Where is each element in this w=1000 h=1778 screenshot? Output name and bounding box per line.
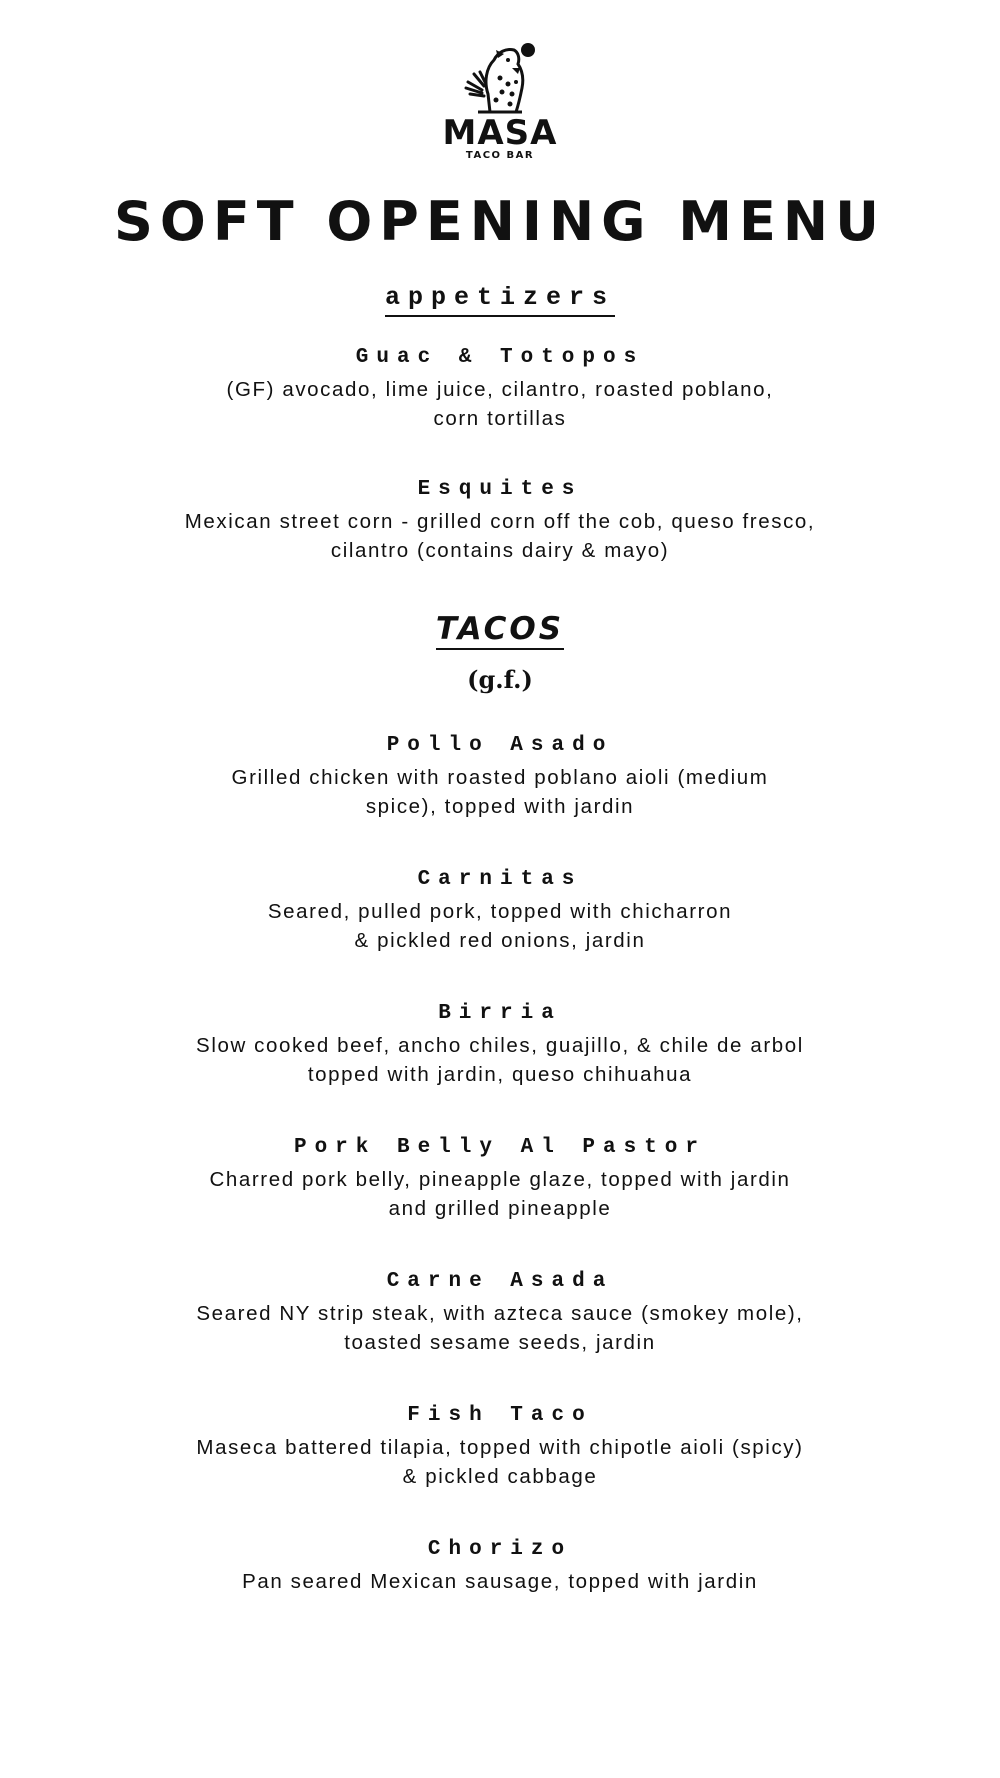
- tacos-heading-text: TACOS: [436, 612, 564, 650]
- menu-item-fish-taco: [0, 1403, 1000, 1491]
- description-line: Seared, pulled pork, topped with chicharron: [267, 900, 733, 923]
- tacos-heading: [0, 612, 1000, 650]
- description-line: Grilled chicken with roasted poblano aioli (medium: [231, 766, 769, 789]
- item-description: [110, 1433, 890, 1491]
- description-line: Maseca battered tilapia, topped with chipotle aioli (spicy): [196, 1436, 804, 1459]
- item-description: [110, 897, 890, 955]
- description-line: spice), topped with jardin: [365, 795, 635, 818]
- item-name: Fish Taco: [407, 1404, 593, 1427]
- description-line: (GF) avocado, lime juice, cilantro, roasted poblano,: [226, 378, 774, 401]
- item-description: [110, 763, 890, 821]
- jaguar-icon: [460, 38, 540, 118]
- description-line: topped with jardin, queso chihuahua: [307, 1063, 693, 1086]
- menu-item-carne-asada: [0, 1269, 1000, 1357]
- description-line: & pickled cabbage: [402, 1465, 598, 1488]
- item-name: Guac & Totopos: [355, 346, 645, 369]
- menu-item-pork-belly-al-pastor: [0, 1135, 1000, 1223]
- menu-item-pollo-asado: [0, 733, 1000, 821]
- description-line: Pan seared Mexican sausage, topped with jardin: [242, 1570, 758, 1593]
- item-name: Carnitas: [417, 868, 583, 891]
- menu-item-guac-totopos: [0, 345, 1000, 433]
- description-line: corn tortillas: [433, 407, 567, 430]
- tacos-gluten-free-note: (g.f.): [467, 665, 533, 694]
- masa-logo: [430, 38, 570, 168]
- description-line: Mexican street corn - grilled corn off the cob, queso fresco,: [184, 510, 816, 533]
- item-description: [110, 507, 890, 565]
- item-name: Pork Belly Al Pastor: [293, 1136, 707, 1159]
- menu-item-birria: [0, 1001, 1000, 1089]
- description-line: Seared NY strip steak, with azteca sauce (smokey mole),: [196, 1302, 804, 1325]
- item-name: Esquites: [417, 478, 583, 501]
- item-description: [110, 1567, 890, 1596]
- item-description: [110, 375, 890, 433]
- item-description: [110, 1299, 890, 1357]
- description-line: & pickled red onions, jardin: [354, 929, 646, 952]
- menu-item-esquites: [0, 477, 1000, 565]
- description-line: Charred pork belly, pineapple glaze, topped with jardin: [209, 1168, 791, 1191]
- appetizers-heading: [0, 283, 1000, 317]
- appetizers-heading-text: appetizers: [385, 283, 615, 317]
- item-name: Carne Asada: [386, 1270, 614, 1293]
- logo-tagline: TACO BAR: [465, 150, 535, 161]
- item-name: Chorizo: [427, 1538, 573, 1561]
- menu-title: SOFT OPENING MENU: [114, 190, 886, 253]
- logo-wordmark: MASA: [442, 113, 558, 153]
- description-line: Slow cooked beef, ancho chiles, guajillo, & chile de arbol: [196, 1034, 804, 1057]
- menu-item-chorizo: [0, 1537, 1000, 1596]
- item-description: [110, 1165, 890, 1223]
- description-line: cilantro (contains dairy & mayo): [330, 539, 670, 562]
- item-description: [110, 1031, 890, 1089]
- description-line: toasted sesame seeds, jardin: [344, 1331, 656, 1354]
- description-line: and grilled pineapple: [388, 1197, 612, 1220]
- item-name: Pollo Asado: [386, 734, 614, 757]
- item-name: Birria: [438, 1002, 562, 1025]
- menu-item-carnitas: [0, 867, 1000, 955]
